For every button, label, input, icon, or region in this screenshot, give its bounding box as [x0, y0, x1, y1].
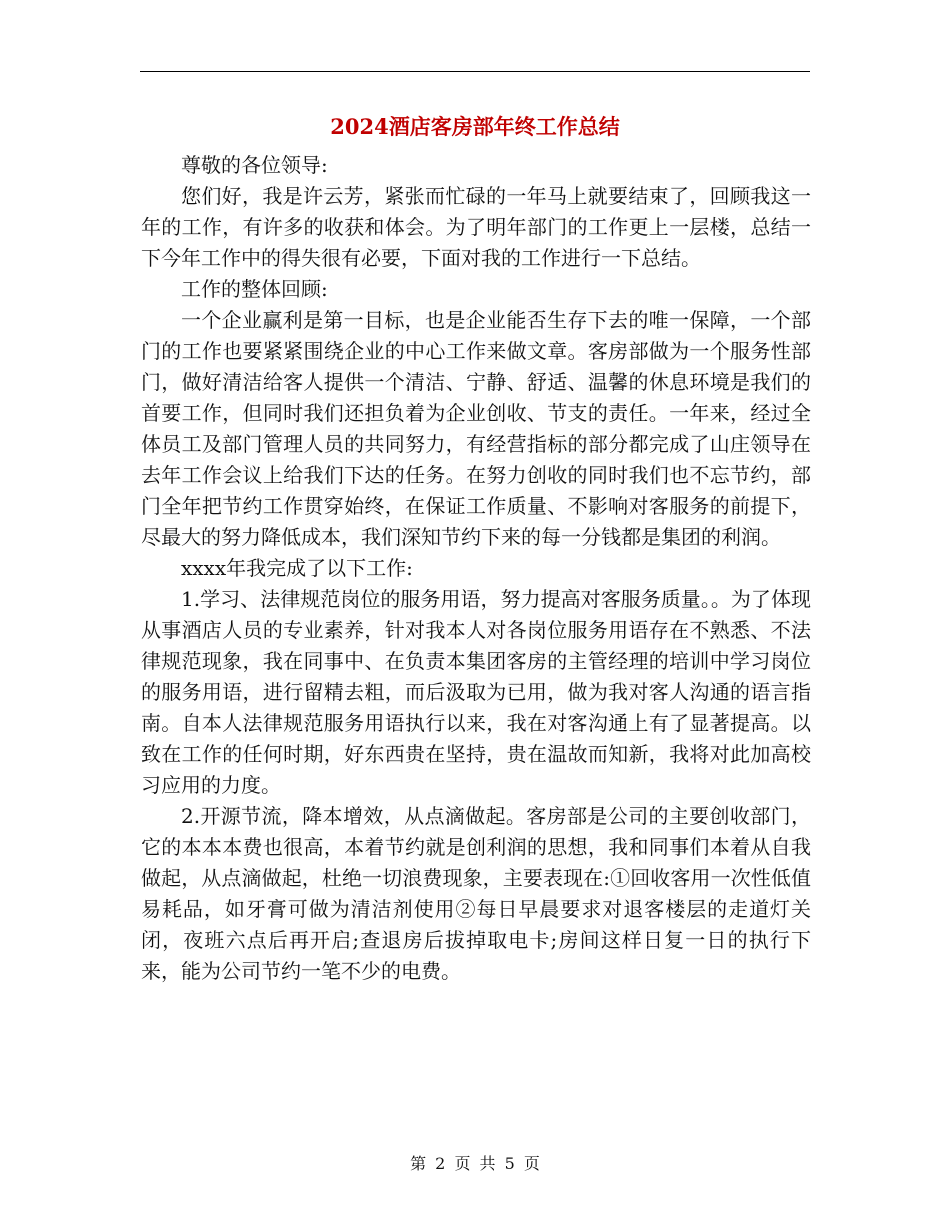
page-number: 第 2 页 共 5 页	[410, 1154, 540, 1173]
document-body	[141, 150, 811, 987]
document-title: 2024酒店客房部年终工作总结	[330, 114, 620, 139]
section-heading-work: xxxx年我完成了以下工作:	[181, 556, 413, 580]
work-item-2: 2.开源节流，降本增效，从点滴做起。客房部是公司的主要创收部门，它的本本本费也很高，本着节约就是创利润的思想，我和同事们本着从自我做起，从点滴做起，杜绝一切浪费现象，主要表现在:①回收客用一次性低值易耗品，如牙膏可做为清洁剂使用②每日早晨要求对退客楼层的走道灯关闭，夜班六点后再开启;查退房后拔掉取电卡;房间这样日复一日的执行下来，能为公司节约一笔不少的电费。	[141, 804, 811, 983]
section-heading-review: 工作的整体回顾:	[181, 277, 328, 301]
intro-paragraph: 您们好，我是许云芳，紧张而忙碌的一年马上就要结束了，回顾我这一年的工作，有许多的收获和体会。为了明年部门的工作更上一层楼，总结一下今年工作中的得失很有必要，下面对我的工作进行一下总结。	[141, 184, 811, 270]
salutation: 尊敬的各位领导:	[181, 153, 328, 177]
work-item-1: 1.学习、法律规范岗位的服务用语，努力提高对客服务质量。。为了体现从事酒店人员的专业素养，针对我本人对各岗位服务用语存在不熟悉、不法律规范现象，我在同事中、在负责本集团客房的主管经理的培训中学习岗位的服务用语，进行留精去粗，而后汲取为已用，做为我对客人沟通的语言指南。自本人法律规范服务用语执行以来，我在对客沟通上有了显著提高。以致在工作的任何时期，好东西贵在坚持，贵在温故而知新，我将对此加高校习应用的力度。	[141, 587, 811, 797]
header-rule	[140, 71, 810, 72]
review-paragraph: 一个企业赢利是第一目标，也是企业能否生存下去的唯一保障，一个部门的工作也要紧紧围绕企业的中心工作来做文章。客房部做为一个服务性部门，做好清洁给客人提供一个清洁、宁静、舒适、温馨的休息环境是我们的首要工作，但同时我们还担负着为企业创收、节支的责任。一年来，经过全体员工及部门管理人员的共同努力，有经营指标的部分都完成了山庄领导在去年工作会议上给我们下达的任务。在努力创收的同时我们也不忘节约，部门全年把节约工作贯穿始终，在保证工作质量、不影响对客服务的前提下，尽最大的努力降低成本，我们深知节约下来的每一分钱都是集团的利润。	[141, 308, 811, 549]
